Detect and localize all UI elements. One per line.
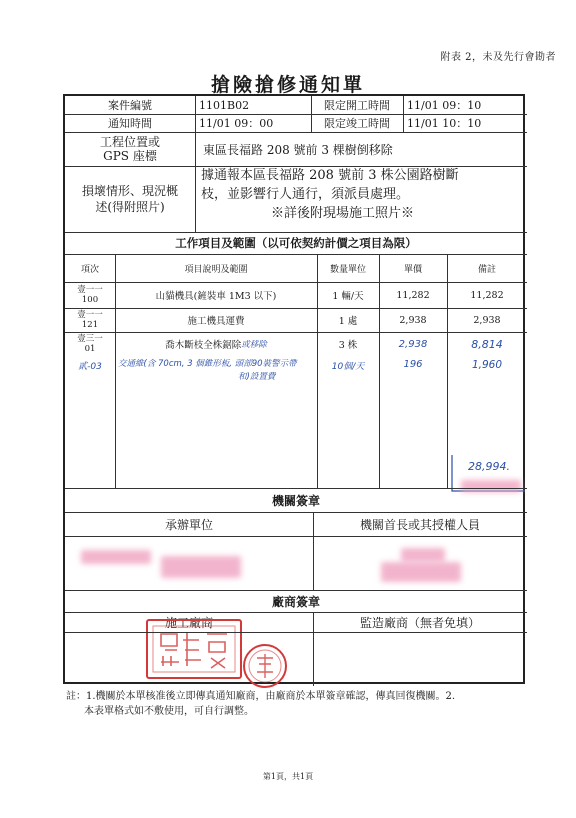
table-row-code — [65, 308, 115, 332]
chief-label: 機關首長或其授權人員 — [359, 517, 480, 532]
footnote — [66, 689, 536, 719]
vendor-heading: 廠商簽章 — [271, 594, 320, 609]
start-time-value: 11/01 09：10 — [407, 99, 482, 112]
location-label — [65, 132, 195, 166]
damage-label-line-1: 損壞情形、現況概 — [81, 184, 178, 198]
table-row-price: 196 — [403, 359, 423, 370]
rule — [317, 254, 318, 488]
table-row-qty: 10個/天 — [331, 362, 365, 372]
row-code-part: 壹三一 — [77, 334, 103, 344]
supervisor-label: 監造廠商（無者免填） — [359, 615, 480, 630]
rule — [65, 488, 527, 489]
rule — [313, 612, 314, 686]
rule — [65, 536, 527, 537]
row-desc-line: 和)設置費 — [238, 372, 276, 382]
damage-line-2: 枝，並影響行人通行，須派員處理。 — [201, 187, 410, 202]
damage-label — [65, 166, 195, 232]
footnote-line-1: 註：1.機關於本單核准後立即傳真通知廠商，由廠商於本單簽章確認，傳真回復機關。2. — [66, 691, 456, 702]
footnote-line-2: 本表單格式如不敷使用，可自行調整。 — [84, 706, 254, 717]
total-amount: 28,994. — [468, 459, 510, 473]
rule — [65, 612, 527, 613]
rule — [65, 166, 527, 167]
rule — [403, 96, 404, 132]
rule — [65, 132, 527, 133]
row-code-part: 100 — [81, 295, 99, 305]
unit-label: 承辦單位 — [164, 517, 213, 532]
damage-description — [195, 166, 527, 232]
rule — [65, 282, 527, 283]
table-row-price: 2,938 — [399, 314, 427, 326]
case-number-value: 1101B02 — [199, 98, 250, 112]
table-row-qty: 1 處 — [338, 316, 358, 327]
rule — [65, 114, 527, 115]
row-desc-line: 交通維(含 70cm, 3 個錐形板, 頭部90裝警示帶 — [118, 359, 297, 369]
table-row-code — [65, 282, 115, 308]
finish-time-value: 11/01 10：10 — [407, 117, 482, 130]
case-number-label: 案件編號 — [108, 99, 152, 112]
row-code-part: 壹一一 — [77, 310, 103, 320]
rule — [447, 254, 448, 488]
row-code-part: 壹一一 — [77, 285, 103, 295]
table-row-desc: 山貓機具(鏟裝車 1M3 以下) — [155, 291, 277, 302]
contractor-label: 施工廠商 — [164, 615, 213, 630]
start-time-label: 限定開工時間 — [324, 99, 390, 112]
col-header-code: 項次 — [80, 264, 99, 275]
table-row-price: 11,282 — [396, 289, 430, 301]
round-seal-icon — [239, 642, 291, 690]
damage-label-line-2: 述(得附照片) — [95, 200, 165, 214]
col-header-note: 備註 — [477, 264, 496, 275]
work-heading: 工作項目及範圍（以可依契約計價之項目為限） — [175, 236, 417, 250]
finish-time-label: 限定竣工時間 — [324, 117, 390, 130]
damage-line-1: 據通報本區長福路 208 號前 3 株公園路樹斷 — [201, 168, 459, 183]
rule — [65, 332, 527, 333]
rule — [115, 254, 116, 488]
rule — [65, 632, 527, 633]
row-code-part: 121 — [81, 320, 99, 330]
redacted-signature — [161, 556, 241, 578]
damage-line-3: ※詳後附現場施工照片※ — [271, 206, 415, 221]
rule — [313, 512, 314, 590]
col-header-desc: 項目說明及範圍 — [184, 264, 248, 275]
table-row-code — [65, 332, 115, 356]
table-row-note: 8,814 — [471, 337, 503, 351]
location-label-line-2: GPS 座標 — [103, 149, 157, 163]
rule — [65, 512, 527, 513]
notify-time-label: 通知時間 — [108, 117, 152, 130]
annex-note: 附表 2，未及先行會勘者 — [440, 52, 556, 63]
table-row-desc: 施工機具運費 — [187, 316, 245, 327]
company-seal-icon — [145, 618, 243, 682]
col-header-price: 單價 — [403, 264, 422, 275]
table-row-code: 貳-03 — [78, 362, 102, 372]
redacted-signature — [81, 550, 151, 564]
agency-heading: 機關簽章 — [271, 493, 320, 508]
table-row-price: 2,938 — [398, 338, 428, 350]
col-header-qty: 數量單位 — [329, 264, 366, 275]
location-label-line-1: 工程位置或 — [99, 135, 160, 149]
rule — [65, 308, 527, 309]
rule — [65, 590, 527, 591]
form-title: 搶險搶修通知單 — [210, 74, 365, 96]
redacted-signature — [381, 562, 461, 582]
redacted-signature — [401, 548, 445, 562]
rule — [311, 96, 312, 132]
notice-form — [63, 94, 525, 684]
notify-time-value: 11/01 09：00 — [199, 117, 274, 130]
rule — [65, 232, 527, 233]
table-row-note: 11,282 — [470, 289, 504, 301]
location-value: 東區長福路 208 號前 3 棵樹倒移除 — [203, 142, 393, 157]
row-desc-handwritten: 或移除 — [241, 340, 267, 350]
table-row-note: 1,960 — [471, 359, 503, 371]
row-desc-text: 喬木斷枝全株鋸除 — [165, 340, 242, 351]
row-code-part: 01 — [84, 344, 96, 354]
table-row-note: 2,938 — [473, 314, 501, 326]
table-row-qty: 3 株 — [338, 340, 358, 351]
rule — [65, 254, 527, 255]
table-row-desc — [115, 332, 317, 356]
table-row-desc — [115, 356, 317, 390]
page-number: 第1頁，共1頁 — [262, 772, 314, 781]
rule — [379, 254, 380, 488]
rule — [195, 96, 196, 232]
table-row-qty: 1 輛/天 — [332, 291, 364, 302]
